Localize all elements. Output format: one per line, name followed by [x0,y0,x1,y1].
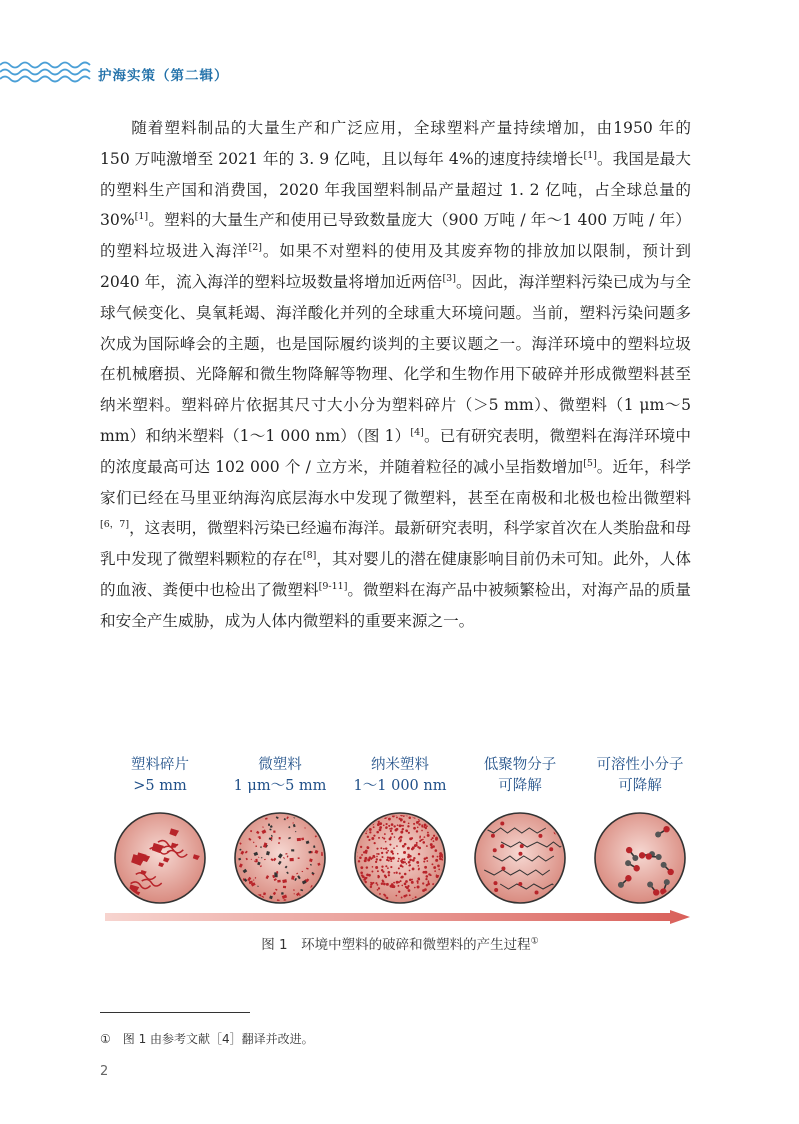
text-segment: 随着塑料制品的大量生产和广泛应用，全球塑料产量持续增加，由1950 年的 150 万吨激增至 2021 年的 3. 9 亿吨，且以每年 4%的速度持续增长 [100,119,691,168]
citation: [1] [583,149,597,161]
footnote [100,1030,314,1047]
citation: [1] [134,211,149,223]
wave-icon [0,60,92,86]
stage-circle [355,813,445,903]
stage-labels [100,755,700,805]
citation: [6，7] [100,519,130,531]
text-segment: ，其对婴儿的潜在健康影响目前仍未可知。此外，人体的血液、粪便中也检出了微塑料 [100,550,691,599]
citation: [9-11] [318,580,348,592]
stage-name: 微塑料 [258,757,302,773]
text-segment: 。塑料的大量生产和使用已导致数量庞大（900 万吨 / 年～1 400 万吨 / 年）的塑料垃圾进入海洋 [100,211,691,261]
stage-size: 可降解 [498,778,542,794]
citation: [2] [248,242,262,253]
citation: [3] [442,272,456,284]
stage-size: 1～1 000 nm [353,778,447,794]
stage-name: 塑料碎片 [131,757,189,773]
text-segment: 。微塑料在海产品中被频繁检出，对海产品的质量和安全产生威胁，成为人体内微塑料的重要来源之一。 [100,580,691,630]
stage-size: 可降解 [618,778,662,794]
stage-label [220,755,340,797]
footnote-marker: ① [100,1032,111,1046]
stage-circle [235,813,325,903]
body-paragraph [100,113,691,637]
caption-note-marker: ① [530,936,539,947]
stage-name: 可溶性小分子 [596,757,684,773]
header-title: 护海实策（第二辑） [98,68,229,84]
citation: [4] [410,426,424,438]
page-header [0,60,799,100]
stage-name: 纳米塑料 [371,757,429,773]
text-segment: ，这表明，微塑料污染已经遍布海洋。最新研究表明，科学家首次在人类胎盘和母乳中发现了微塑料颗粒的存在 [100,519,691,569]
process-arrow [105,910,690,924]
stage-name: 低聚物分子 [483,757,557,773]
stage-label [100,755,220,797]
text-segment: 。近年，科学家们已经在马里亚纳海沟底层海水中发现了微塑料，甚至在南极和北极也检出微塑料 [100,457,691,507]
text-segment: 。我国是最大的塑料生产国和消费国，2020 年我国塑料制品产量超过 1. 2 亿吨，占全球总量的 30% [100,149,691,230]
citation: [5] [583,457,597,469]
stage-label [580,755,700,797]
figure-caption [100,933,700,953]
footnote-text: 图 1 由参考文献［4］翻译并改进。 [122,1032,314,1046]
citation: [8] [302,549,317,561]
footnote-divider [100,1012,250,1013]
stage-label [460,755,580,797]
stage-size: 1 μm～5 mm [233,778,327,794]
page-number: 2 [100,1064,109,1079]
body-text [100,113,691,637]
figure-1 [100,755,700,985]
stage-size: >5 mm [133,778,187,794]
stage-circle [115,813,205,903]
caption-text: 图 1 环境中塑料的破碎和微塑料的产生过程 [261,937,531,953]
fragmentation-illustration [100,810,700,930]
stage-circle [595,813,685,903]
text-segment: 。因此，海洋塑料污染已成为与全球气候变化、臭氧耗竭、海洋酸化并列的全球重大环境问题。当前，塑料污染问题多次成为国际峰会的主题，也是国际履约谈判的主要议题之一。海洋环境中的塑料垃圾在机械磨损、光降解和微生物降解等物理、化学和生物作用下破碎并形成微塑料甚至纳米塑料。塑料碎片依据其尺寸大小分为塑料碎片（＞5 mm）、微塑料（1 μm～5 mm）和纳米塑料（1～1 000 nm）（图 1） [100,272,691,445]
stage-label [340,755,460,797]
text-segment: 。如果不对塑料的使用及其废弃物的排放加以限制，预计到 2040 年，流入海洋的塑料垃圾数量将增加近两倍 [100,242,691,291]
stage-circle [475,813,569,903]
text-segment: 。已有研究表明，微塑料在海洋环境中的浓度最高可达 102 000 个 / 立方米，并随着粒径的减小呈指数增加 [100,426,691,476]
